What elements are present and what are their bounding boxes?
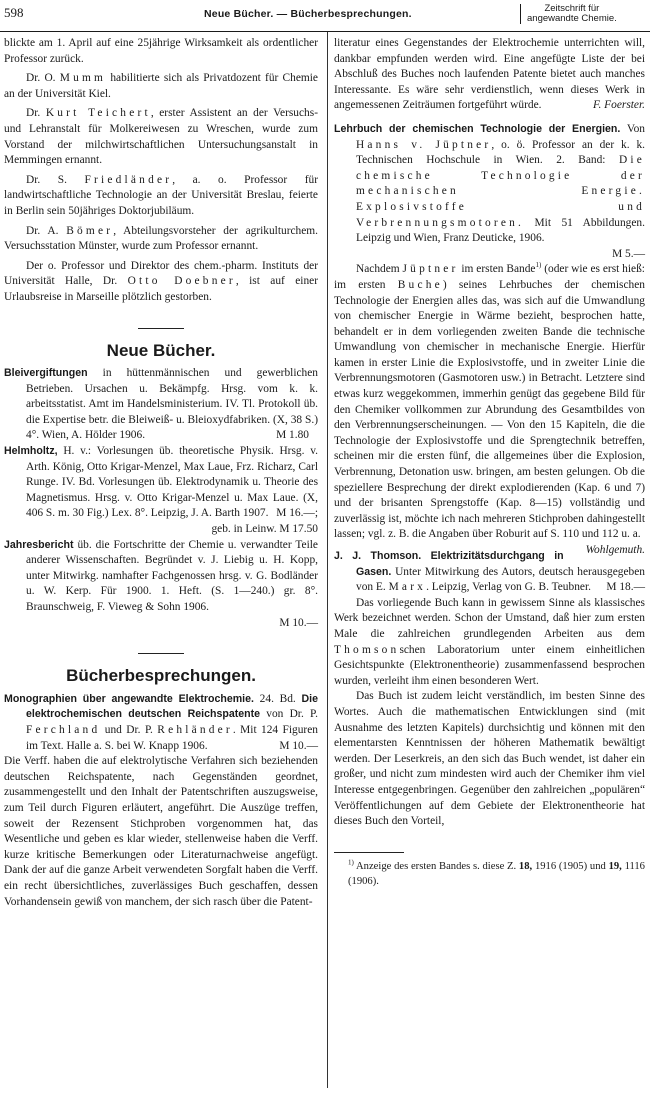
running-header [0, 4, 650, 28]
review-body: Das Buch ist zudem leicht verständlich, im besten Sinne des Wortes. Auch die mathematischen Entwicklungen sind (mit Ausnahme des letzten Kapitels) durchsichtig und können mit den elementarsten Kenntnissen der höheren Mathematik bewältigt werden. Der Leserkreis, an den sich das Buch wendet, ist daher ein großer, und nicht zum mindesten wird auch der Chemiker ihm viel Interesse entgegenbringen. Gegenüber den zahlreichen „populären“ Veröffentlichungen auf dem Gebiete der Elektronentheorie hat dieses Buch den Vorteil, [334, 690, 645, 828]
page-number: 598 [4, 5, 24, 20]
journal-name-line2: angewandte Chemie. [527, 13, 617, 24]
book-entry-head: Jahresbericht [4, 538, 74, 551]
journal-name-line1: Zeitschrift für [544, 3, 600, 14]
review-body: literatur eines Gegenstandes der Elektrochemie unterrichten will, dankbar empfunden werden wird. Eine angefügte Liste der bei Abschluß des Buches noch laufenden Patente bietet auch manches Interessante. Es wäre sehr verdienstlich, wenn dieses Werk in angemessenen Zeiträumen fortgeführt würde. F. Foerster. [334, 36, 645, 114]
section-title-neue-buecher: Neue Bücher. [106, 340, 216, 360]
review-signature: F. Foerster. [593, 99, 645, 112]
personalia-item: Der o. Professor und Direktor des chem.-pharm. Instituts der Universität Halle, Dr. Otto Doebner, ist auf einer Urlaubsreise in Marseille plötzlich gestorben. [4, 259, 318, 303]
left-column [4, 36, 318, 910]
personalia-item: blickte am 1. April auf eine 25jährige Wirksamkeit als ordentlicher Professor zurück. [4, 37, 318, 65]
personalia-item: Dr. O. Mumm habilitierte sich als Privatdozent für Chemie an der Universität Kiel. [4, 72, 318, 100]
book-price: M 10.— [279, 616, 318, 629]
right-column [334, 36, 645, 889]
footnote-separator [334, 852, 404, 853]
book-entry-head: Bleivergiftungen [4, 367, 88, 380]
section-separator [138, 653, 184, 654]
review-heading: J. J. Thomson. Elektrizitätsdurchgang in Gasen. Unter Mitwirkung des Autors, deutsch herausgegeben von E. Marx. Leipzig, Verlag von G. B. Teubner. M 18.— [334, 549, 645, 596]
review-body: Nachdem Jüptner im ersten Bande$^{1)}$ (oder wie es erst hieß: im ersten Buche) seines Lehrbuches der chemischen Technologie der Energien alles das, was sich auf die Umwandlung von chemischer Energie in Wärme bezieht, besprochen hatte, behandelt er in dem vorliegenden zweiten Bande die technische Umwandlung von chemischer in mechanische Energie. Hierfür kamen in erster Linie die Explosivstoffe, und in zweiter Linie die Verbrennungsmotoren (Gasmotoren usw.) in Betracht. Letztere sind etwas kurz weggekommen, immerhin genügt das gegebene Bild für den Chemiker vollkommen zur Abrundung des Gesamtbildes von den Verbrennungserscheinungen. — Von den 15 Kapiteln, die die Technologie der Explosivstoffe und die Sprengtechnik betreffen, scheinen mir die ersten fünf, die allgemeines über die Explosion, Verbrennung, Detonation usw. bringen, am besten gelungen. Ob die speziellere Besprechung der direkt explodierenden (Kap. 6 und 7) und der brisanten Sprengstoffe (Kap. 8—15) vollständig und zuverlässig ist, möchte ich nach mehreren Stichproben dahingestellt lassen; vgl. z. B. die Angaben über Roburit auf S. 110 und 112 u. a. Wohlgemuth. [334, 262, 645, 543]
book-price: M 1.80 [276, 429, 309, 442]
footnote-ref: 1) [535, 261, 542, 270]
personalia-item: Dr. Kurt Teichert, erster Assistent an der Versuchs- und Lehranstalt für Molkereiwesen zu Wreschen, wurde zum Vorstand der milchwirtschaftlichen Untersuchungsanstalt in Memmingen ernannt. [4, 107, 318, 167]
section-separator [138, 328, 184, 329]
review-signature: Wohlgemuth. [585, 544, 645, 556]
book-price: M 16.—; [276, 507, 318, 520]
header-rule [0, 31, 650, 32]
review-body: Das vorliegende Buch kann in gewissem Sinne als klassisches Werk bezeichnet werden. Schon der Umstand, daß hier zum ersten Male die zahlreichen grundlegenden Arbeiten aus dem Thomsonschen Laboratorium unter einem einheitlichen Gesichtspunkte (Elektronentheorie) zusammenfassend besprochen wurden, verleiht ihm einen besonderen Wert. [334, 596, 645, 687]
review-heading: Lehrbuch der chemischen Technologie der Energien. Von Hanns v. Jüptner, o. ö. Professor an der k. k. Technischen Hochschule in Wien. 2. Band: Die chemische Technologie der mechanischen Energie. Explosivstoffe und Verbrennungsmotoren. Mit 51 Abbildungen. Leipzig und Wien, Franz Deuticke, 1906. M 5.— [334, 122, 645, 262]
header-title: Neue Bücher. — Bücherbesprechungen. [204, 8, 412, 20]
section-title-besprechungen: Bücherbesprechungen. [66, 666, 256, 686]
review-price: M 10.— [279, 739, 318, 752]
review-body: Die Verff. haben die auf elektrolytische Verfahren sich beziehenden deutschen Reichspatente, nach Gegenständen geordnet, zusammengestellt und den Inhalt der Patentschriften auszugsweise, zum Teil durch Figuren erläutert, angeführt. Die Auszüge treffen, soweit der Rezensent Stichproben vorgenommen hat, das Wesentliche und geben es klar wieder, stellenweise haben die Verff. kurze kritische Bemerkungen oder Literaturnachweise angefügt. Dank der auf die ganze Arbeit verwendeten Sorgfalt haben die Verff. ein recht übersichtliches, zuverlässiges Buch geschaffen, dessen Vorhandensein gewiß von manchem, der sich rasch über die Patent- [4, 755, 318, 908]
personalia-item: Dr. S. Friedländer, a. o. Professor für landwirtschaftliche Technologie an der Universität Breslau, feierte in Berlin sein 50jähriges Doktorjubiläum. [4, 173, 318, 217]
review-price: M 5.— [612, 247, 645, 260]
book-entry-head: Helmholtz, [4, 445, 58, 458]
journal-name [520, 4, 617, 24]
book-entry: Bleivergiftungen in hüttenmännischen und gewerblichen Betrieben. Ursachen u. Bekämpfg. Hrsg. vom k. k. arbeitsstatist. Amt im Handelsministerium. IV. Tl. Protokoll üb. die Expertise betr. die Bleiweiß- u. Bleioxydfabriken. (X, 38 S.) 4°. Wien, A. Hölder 1906. M 1.80 [4, 366, 318, 444]
book-entry: Helmholtz, H. v.: Vorlesungen üb. theoretische Physik. Hrsg. v. Arth. König, Otto Krigar-Menzel, Max Laue, Frz. Richarz, Carl Runge. IV. Bd. Vorlesungen üb. Elektrodynamik u. Theorie des Magnetismus. Hrsg. v. Otto Krigar-Menzel u. Max Laue. (X, 406 S. m. 30 Fig.) Lex. 8°. Leipzig, J. A. Barth 1907. M 16.—; geb. in Leinw. M 17.50 [4, 444, 318, 538]
review-heading: Monographien über angewandte Elektrochemie. 24. Bd. Die elektrochemischen deutschen Reichspatente von Dr. P. Ferchland und Dr. P. Rehländer. Mit 124 Figuren im Text. Halle a. S. bei W. Knapp 1906. M 10.— [4, 692, 318, 754]
personalia-item: Dr. A. Bömer, Abteilungsvorsteher der agrikulturchem. Versuchsstation Münster, wurde zum Professor ernannt. [4, 224, 319, 253]
footnote: $^{1)}$ Anzeige des ersten Bandes s. diese Z. 18, 1916 (1905) und 19, 1116 (1906). [348, 858, 645, 887]
book-entry: Jahresbericht üb. die Fortschritte der Chemie u. verwandter Teile anderer Wissenschaften. Begründet v. J. Liebig u. H. Kopp, unter Mitwirkg. namhafter Fachgenossen hrsg. v. G. Bodländer u. W. Kerp. Für 1900. 1. Heft. (S. 1—240.) gr. 8°. Braunschweig, F. Vieweg & Sohn 1906. M 10.— [4, 538, 318, 632]
review-price: M 18.— [606, 581, 645, 594]
column-divider [327, 32, 328, 1088]
book-price-bound: geb. in Leinw. M 17.50 [211, 523, 318, 536]
